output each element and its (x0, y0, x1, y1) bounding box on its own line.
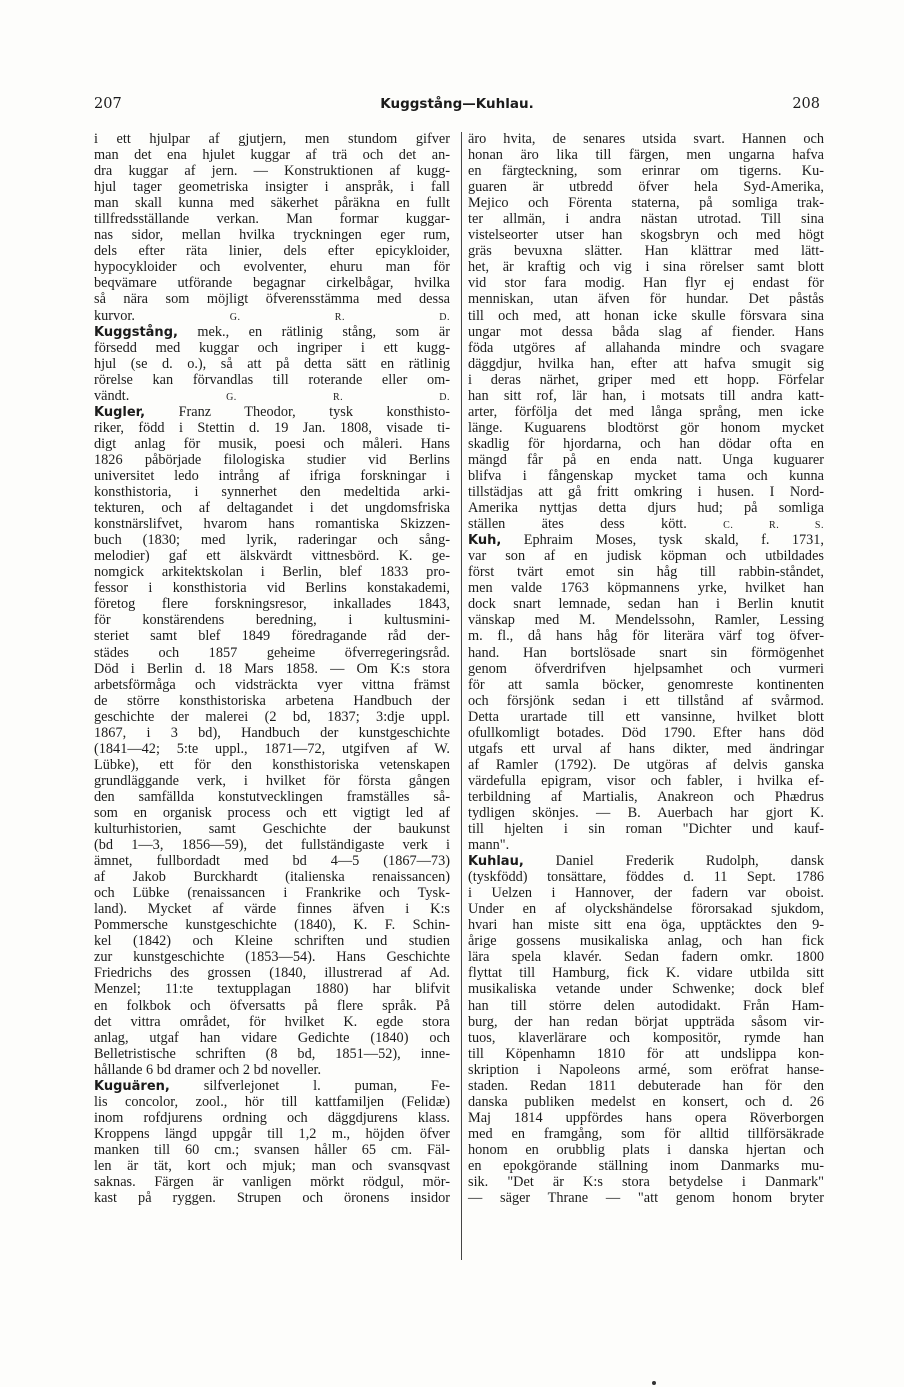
text-line: däggdjur, hvilka han, efter att hafva smugit sig (468, 355, 824, 372)
text-line: ofullkomligt botades. Död 1790. Efter hans död (468, 724, 824, 741)
text-line: lis concolor, zool., hör till kattfamiljen (Felidæ) (94, 1093, 450, 1110)
text-line: ställen ätes dess kött. C. R. S. (468, 516, 824, 533)
left-column (94, 131, 450, 1206)
text-line: nas sidor, mellan hvilka tryckningen eger rum, (94, 227, 450, 244)
text-line: staden. Redan 1811 debuterade han för den (468, 1077, 824, 1094)
text-line: han till större delen autodidakt. Från Ham- (468, 997, 824, 1014)
text-line: — säger Thrane — "att genom honom bryter (468, 1190, 824, 1207)
text-line: buch (1830; med lyrik, raderingar och sång- (94, 532, 450, 549)
text-line: utgafs ett urval af hans dikter, med ändringar (468, 740, 824, 757)
text-line: en färgteckning, som erinrar om tigerns. Ku- (468, 163, 824, 180)
text-line: hypocykloider och evolventer, ehuru man för (94, 259, 450, 276)
text-line: arter, förfölja det med långa språng, men icke (468, 403, 824, 420)
text-line: Död i Berlin d. 18 Mars 1858. — Om K:s stora (94, 660, 450, 677)
text-line: till och med, att honan icke skulle försvara sina (468, 307, 824, 324)
text-line: för att samla böcker, genomreste kontinenten (468, 676, 824, 693)
text-line: beqvämare utförande begagnar cirkelbågar, hvilka (94, 275, 450, 292)
running-header (94, 96, 820, 116)
text-line: först tvärt emot sin håg till rabbin-ståndet, (468, 564, 824, 581)
page-title: Kuggstång—Kuhlau. (380, 96, 534, 112)
text-line: mann". (468, 837, 510, 854)
text-line: den samfällda konstutvecklingen framställes så- (94, 788, 450, 805)
text-line: arbetsförmåga och vidsträckta vyer vittna främst (94, 676, 450, 693)
text-line: tillfredsställande verkan. Man formar kuggar- (94, 211, 450, 228)
text-line: (1841—42; 5:te uppl., 1871—72, utgifven af W. (94, 740, 450, 757)
text-line: musikaliska vetande under Schwenke; dock blef (468, 981, 824, 998)
text-line: årige gossens musikaliska anlag, och han fick (468, 933, 824, 950)
text-line: honom en orubblig plats i danska hjertan och (468, 1141, 824, 1158)
text-line: digt anlag för musik, poesi och måleri. Hans (94, 435, 450, 452)
printer-mark (652, 1381, 656, 1385)
text-line: i deras närhet, griper med ett hopp. Förfelar (468, 371, 824, 388)
page-number-right: 208 (792, 96, 820, 112)
text-line: riker, född i Stettin d. 19 Jan. 1808, visade ti- (94, 419, 450, 436)
text-line: för konstärendens beredning, i kultusmini- (94, 612, 450, 629)
text-line: så nära som möjligt öfverensstämma med dessa (94, 291, 450, 308)
text-line: hvari han miste sitt ena öga, upptäcktes den 9- (468, 917, 824, 934)
text-line: manken till 60 cm.; svansen håller 65 cm. Fäl- (94, 1141, 450, 1158)
text-line: terbildning af Martialis, Anakreon och Phædrus (468, 788, 824, 805)
text-line: till hjelten i sin roman "Dichter und kauf- (468, 821, 824, 838)
text-line: menniskan, utan äfven för hundar. Det påstås (468, 291, 824, 308)
text-line: ter allmän, i andra nästan utrotad. Till sina (468, 211, 824, 228)
text-line: blifva i fångenskap mycket tama och kunna (468, 467, 824, 484)
text-line: ämnet, fullbordadt med bd 4—5 (1867—73) (94, 853, 450, 870)
author-signature: G. R. D. (229, 311, 450, 323)
text-line: företog flere forskningsresor, inkallades 1843, (94, 596, 450, 613)
text-line: till Köpenhamn 1810 för att undslippa kon- (468, 1045, 824, 1062)
text-line: burg, der han redan börjat uppträda såsom vir- (468, 1013, 824, 1030)
text-line: Kuggstång, mek., en rätlinig stång, som är (94, 323, 450, 340)
text-line: (tyskfödd) tonsättare, föddes d. 11 Sept. 1786 (468, 869, 824, 886)
text-line: melodier) gaf ett älskvärdt vittnesbörd. K. ge- (94, 548, 450, 565)
text-line: man skall kunna med säkerhet påräkna en fullt (94, 195, 450, 212)
text-line: Amerika nyttjas detta djurs hud; på somliga (468, 500, 824, 517)
text-line: Mejico och Förenta staterna, på somliga trak- (468, 195, 824, 212)
text-line: anlag, utgaf han vidare Gedichte (1840) och (94, 1029, 450, 1046)
text-line: dock snart lemnade, sedan han i Berlin knutit (468, 596, 824, 613)
text-line: inom rofdjurens ordning och däggdjurens klass. (94, 1109, 450, 1126)
text-line: konsthistoria, i synnerhet den medeltida arki- (94, 484, 450, 501)
entry-headword: Kuguären, (94, 1078, 170, 1094)
text-line: Pommersche kunstgeschichte (1840), K. F. Schin- (94, 917, 450, 934)
text-line: tydligen skönjes. — B. Auerbach har gjort K. (468, 804, 824, 821)
text-line: hand. Han bortslösade snart sin förmögenhet (468, 644, 824, 661)
text-line: m. fl., då hans håg för literära värf tog öfver- (468, 628, 824, 645)
text-line: länge. Kuguarens blodtörst gör honom mycket (468, 419, 824, 436)
text-line: och försjönk sedan i ett tillstånd af svårmod. (468, 692, 824, 709)
text-line: 1867, i 3 bd), Handbuch der kunstgeschichte (94, 724, 450, 741)
text-line: Under en af olyckshändelse förorsakad sjukdom, (468, 901, 824, 918)
text-line: med en framgång, som för alltid tillförsäkrade (468, 1125, 824, 1142)
text-line: guaren är utbredd öfver hela Syd-Amerika, (468, 179, 824, 196)
text-line: Kuh, Ephraim Moses, tysk skald, f. 1731, (468, 532, 824, 549)
text-line: flyttat till Hamburg, fick K. vidare utbilda sitt (468, 965, 824, 982)
text-line: lära spela klavér. Sedan fadern omkr. 1800 (468, 949, 824, 966)
text-line: vänskap med M. Mendelssohn, Ramler, Lessing (468, 612, 824, 629)
text-line: zur kunstgeschichte (1853—54). Hans Geschichte (94, 949, 450, 966)
entry-headword: Kugler, (94, 404, 146, 420)
text-line: af Jakob Burckhardt (italienska renaissancen) (94, 869, 450, 886)
text-line: af Ramler (1792). De utgöras af delvis ganska (468, 756, 824, 773)
text-line: de större konsthistoriska arbetena Handbuch der (94, 692, 450, 709)
text-line: tillstädjas att gå fritt omkring i husen. I Nord- (468, 484, 824, 501)
text-line: vändt. G. R. D. (94, 387, 450, 404)
text-line: man det ena hjulet kuggar af trä och det an- (94, 147, 450, 164)
text-line: Maj 1814 uppfördes hans opera Röverborgen (468, 1109, 824, 1126)
text-line: kurvor. G. R. D. (94, 307, 450, 324)
text-line: universitet ledo intrång af ifriga forskningar i (94, 467, 450, 484)
text-line: tuos, klaverlärare och kompositör, rymde han (468, 1029, 824, 1046)
text-line: Lübke), ett för den konsthistoriska vetenskapen (94, 756, 450, 773)
text-line: var son af en judisk köpman och utbildades (468, 548, 824, 565)
text-line: nomgick arkitektskolan i Berlin, blef 1833 pro- (94, 564, 450, 581)
text-line: städes och 1857 geheime öfverregeringsråd. (94, 644, 450, 661)
text-line: Kuhlau, Daniel Frederik Rudolph, dansk (468, 853, 824, 870)
text-line: Kuguären, silfverlejonet l. puman, Fe- (94, 1077, 450, 1094)
text-line: hjul (se d. o.), så att på detta sätt en rätlinig (94, 355, 450, 372)
text-line: kast på ryggen. Strupen och öronens insidor (94, 1190, 450, 1207)
text-line: fessor i konsthistoria vid Berlins konstakademi, (94, 580, 450, 597)
text-line: geschichte der malerei (2 bd, 1837; 3:dje uppl. (94, 708, 450, 725)
text-line: honan äro lika till färgen, men ungarna hafva (468, 147, 824, 164)
author-signature: C. R. S. (723, 520, 824, 532)
text-line: en epokgörande ställning inom Danmarks mu- (468, 1158, 824, 1174)
text-line: kulturhistorien, samt Geschichte der baukunst (94, 821, 450, 838)
text-line: kel (1842) och Kleine schriften und studien (94, 933, 450, 950)
entry-headword: Kuggstång, (94, 324, 178, 340)
text-line: i ett hjulpar af gjutjern, men stundom gifver (94, 131, 450, 147)
entry-headword: Kuh, (468, 533, 502, 549)
text-line: Kugler, Franz Theodor, tysk konsthisto- (94, 403, 450, 420)
text-line: gräs bevuxna slätter. Han klättrar med lätt- (468, 243, 824, 260)
text-line: rörelse kan förvandlas till roterande eller om- (94, 371, 450, 388)
text-line: land). Mycket af värde finnes äfven i K:s (94, 901, 450, 918)
text-line: Menzel; 11:te textupplagan 1880) har blifvit (94, 981, 450, 998)
text-line: skription i Napoleons armé, som eröfrat hanse- (468, 1061, 824, 1078)
text-line: han sitt rof, lär han, i motsats till andra katt- (468, 387, 824, 404)
text-line: Detta urartade till ett vansinne, hvilket blott (468, 708, 824, 725)
text-line: Kroppens längd uppgår till 1,2 m., höjden öfver (94, 1125, 450, 1142)
text-line: steriet samt blef 1849 föredragande råd der- (94, 628, 450, 645)
text-line: len är tät, kort och mjuk; man och svansqvast (94, 1158, 450, 1174)
text-line: Friedrichs des grossen (1840, illustrerad af Ad. (94, 965, 450, 982)
text-line: dels efter räta linier, dels efter epicykloider, (94, 243, 450, 260)
text-line: Belletristische schriften (8 bd, 1851—52), inne- (94, 1045, 450, 1062)
text-line: som en organisk process och ett vigtigt led af (94, 804, 450, 821)
text-line: äro hvita, de senares utsida svart. Hannen och (468, 131, 824, 147)
right-column (468, 131, 824, 1206)
text-line: ungar mot dessa båda slag af fiender. Hans (468, 323, 824, 340)
text-line: hållande 6 bd dramer och 2 bd noveller. (94, 1061, 322, 1078)
text-line: skadlig för hjordarna, och han dödar ofta en (468, 435, 824, 452)
text-line: danska publiken medelst en konsert, och d. 26 (468, 1093, 824, 1110)
text-line: mängd får på en enda natt. Unga kuguarer (468, 451, 824, 468)
text-line: sik. "Det är K:s stora betydelse i Danmark" (468, 1174, 824, 1191)
text-line: det vittra området, för hvilket K. egde stora (94, 1013, 450, 1030)
text-line: föda utgöres af allahanda mindre och svagare (468, 339, 824, 356)
text-line: och Lübke (renaissancen i Frankrike och Tysk- (94, 885, 450, 902)
text-line: men valde 1763 köpmannens yrke, hvilket han (468, 580, 824, 597)
text-line: saknas. Färgen är vanligen mörkt rödgul, mör- (94, 1174, 450, 1191)
text-line: värdefulla epigram, visor och fabler, i hvilka ef- (468, 772, 824, 789)
text-line: dra kuggar af jern. — Konstruktionen af kugg- (94, 163, 450, 180)
text-line: konstnärslifvet, hvarom hans romantiska Skizzen- (94, 516, 450, 533)
text-line: genom öfverdrifven hjelpsamhet och vurmeri (468, 660, 824, 677)
text-line: (bd 1—3, 1856—59), det fullständigaste verk i (94, 837, 450, 854)
text-line: tekturen, och af deltagandet i det ungdomsfriska (94, 500, 450, 517)
page-number-left: 207 (94, 96, 122, 112)
author-signature: G. R. D. (226, 391, 450, 403)
text-line: vid stor fara modig. Han flyr ej endast för (468, 275, 824, 292)
text-line: i Uelzen i Hannover, der fadern var oboist. (468, 885, 824, 902)
text-line: vistelseorter utser han skogsbryn och med högt (468, 227, 824, 244)
text-line: hjul tager geometriska insigter i anspråk, i fall (94, 179, 450, 196)
entry-headword: Kuhlau, (468, 854, 524, 870)
text-line: en folkbok och öfversatts på flere språk. På (94, 997, 450, 1014)
text-line: het, är kraftig och vig i sina rörelser samt blott (468, 259, 824, 276)
text-line: försedd med kuggar och ingriper i ett kugg- (94, 339, 450, 356)
text-line: 1826 påbörjade filologiska studier vid Berlins (94, 451, 450, 468)
column-divider (461, 132, 462, 1260)
text-line: grundläggande verk, i hvilket för första gången (94, 772, 450, 789)
